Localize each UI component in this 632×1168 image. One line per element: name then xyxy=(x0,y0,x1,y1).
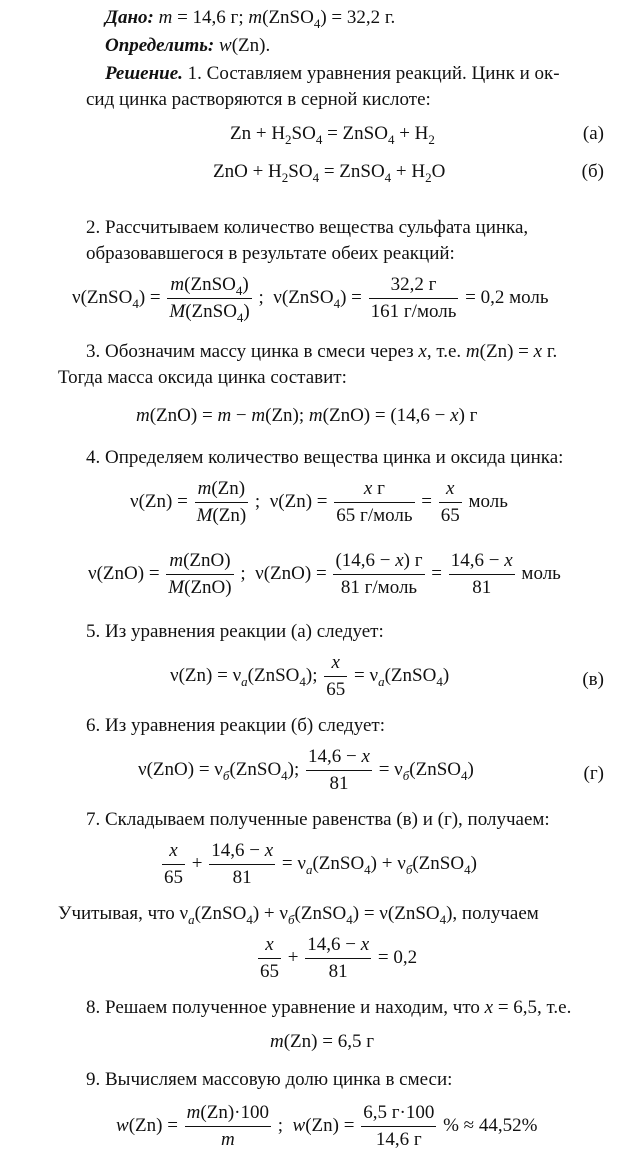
step2-text-1: 2. Рассчитываем количество вещества сульфата цинка, xyxy=(86,217,529,238)
step4-text-1: 4. Определяем количество вещества цинка и оксида цинка: xyxy=(86,447,564,468)
find-text: w(Zn). xyxy=(219,35,271,56)
step9-text-1: 9. Вычисляем массовую долю цинка в смеси: xyxy=(86,1069,453,1090)
step2-text-2: образовавшегося в результате обеих реакций: xyxy=(86,243,455,264)
equation-a: $Zn + H_2SO_4$ = ZnSO$_4$ + $H_2$ xyxy=(230,123,435,147)
step7-formula-2: $\frac{x}{65}$ + $\frac{14,6 - x}{81}$ = 0,2 xyxy=(256,932,417,985)
step6-formula: $\nu(ZnO) = \nu_б(ZnSO_4)$; $\frac{14,6 - x}{81}$ = $\nu_б(ZnSO_4)$ xyxy=(138,744,474,797)
step9-formula: w(Zn) = $\frac{m(Zn)\cdot 100}{m}$ ; w(Zn) = $\frac{6,5 г\cdot 100}{14,6 г}$ % ≈ 44,52% xyxy=(116,1100,537,1153)
step4-formula-1: ν(Zn) = $\frac{m(Zn)}{M(Zn)}$ ; ν(Zn) = $\frac{\text{x г}}{\text{65 г/моль}}$ = $\frac{x}{65}$ моль xyxy=(130,476,508,529)
given-line xyxy=(105,6,632,30)
step5-text-1: 5. Из уравнения реакции (а) следует: xyxy=(86,621,384,642)
step1-text-2: сид цинка растворяются в серной кислоте: xyxy=(86,89,431,110)
step3-formula: m(ZnO) = m − m(Zn); m(ZnO) = (14,6 − x) г xyxy=(136,405,478,426)
step7-text-2: Учитывая, что $\nu_a(ZnSO_4)$ + $\nu_б(ZnSO_4)$ = ν(ZnSO$_4$), получаем xyxy=(58,903,539,927)
step3-text-2: Тогда масса оксида цинка составит: xyxy=(58,367,347,388)
step4-formula-2: ν(ZnO) = $\frac{\text{m(ZnO)}}{\text{M(ZnO)}}$ ; ν(ZnO) = $\frac{(14,6 - x) г}{\text{81 г/моль}}$ = $\frac{14,6 - x}{81}$ моль xyxy=(88,548,561,601)
equation-b-tag: (б) xyxy=(581,161,604,182)
step2-formula: ν(ZnSO$_4$) = $\frac{m(ZnSO_4)}{M(ZnSO_4)}$ ; ν(ZnSO$_4$) = $\frac{32,2 г}{\text{161 г/моль}}$ = 0,2 моль xyxy=(72,274,549,325)
given-text: m = 14,6 г; m(ZnSO$_4$) = 32,2 г. xyxy=(158,7,396,31)
step1-text-1: 1. Составляем уравнения реакций. Цинк и ок- xyxy=(187,63,560,84)
given-label: Дано: xyxy=(105,7,154,28)
step7-text-1: 7. Складываем полученные равенства (в) и (г), получаем: xyxy=(86,809,550,830)
find-line xyxy=(105,34,632,58)
equation-a-tag: (а) xyxy=(582,123,604,144)
step8-text-1: 8. Решаем полученное уравнение и находим, что x = 6,5, т.е. xyxy=(86,997,572,1018)
step7-formula: $\frac{x}{65}$ + $\frac{14,6 - x}{81}$ = $\nu_a(ZnSO_4)$ + $\nu_б(ZnSO_4)$ xyxy=(160,838,477,891)
find-label: Определить: xyxy=(105,35,215,56)
step5-tag: (в) xyxy=(582,669,604,690)
step6-text-1: 6. Из уравнения реакции (б) следует: xyxy=(86,715,385,736)
step6-tag: (г) xyxy=(583,763,604,784)
equation-b: ZnO + $H_2SO_4$ = ZnSO$_4$ + $H_2O$ xyxy=(213,161,446,185)
step5-formula: $\nu(Zn) = \nu_a(ZnSO_4)$; $\frac{x}{65}$ = $\nu_a(ZnSO_4)$ xyxy=(170,650,449,703)
solution-step1-line1 xyxy=(105,62,632,86)
step3-text-1: 3. Обозначим массу цинка в смеси через x, т.е. m(Zn) = x г. xyxy=(86,341,558,362)
step8-formula: m(Zn) = 6,5 г xyxy=(270,1031,375,1052)
solution-label: Решение. xyxy=(105,63,183,84)
